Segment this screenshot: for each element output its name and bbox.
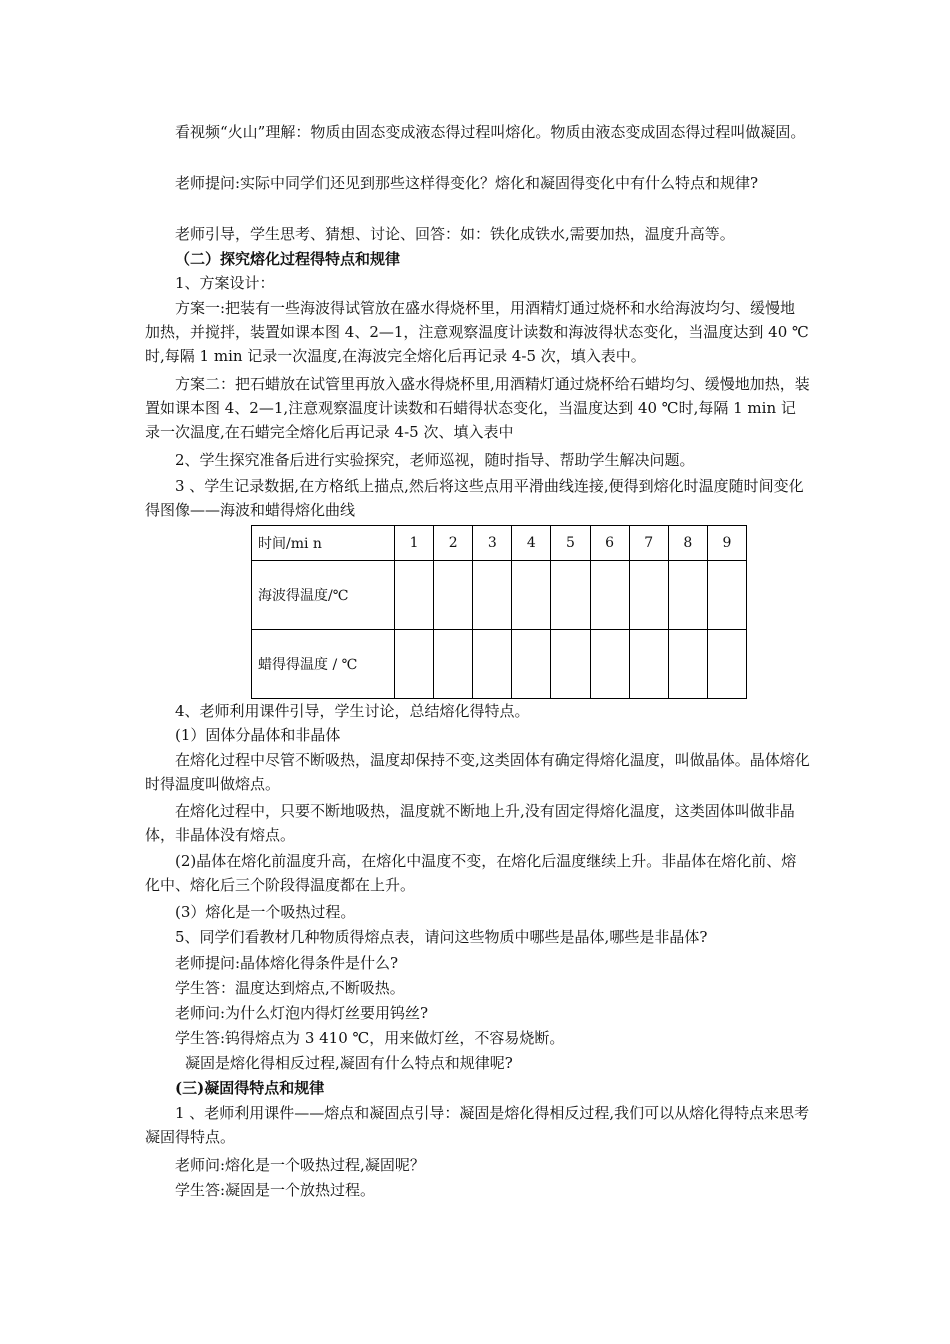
table-cell	[473, 561, 512, 630]
paragraph-courseware: 1 、老师利用课件——熔点和凝固点引导：凝固是熔化得相反过程,我们可以从熔化得特点来思考凝固得特点。	[145, 1104, 810, 1146]
paragraph-amorphous: 在熔化过程中，只要不断地吸热，温度就不断地上升,没有固定得熔化温度，这类固体叫做非晶体，非晶体没有熔点。	[145, 802, 795, 844]
paragraph-endothermic: (3）熔化是一个吸热过程。	[175, 903, 356, 921]
paragraph-volcano: 看视频“火山”理解：物质由固态变成液态得过程叫熔化。物质由液态变成固态得过程叫做凝固。	[175, 123, 806, 141]
table-cell	[590, 630, 629, 699]
paragraph-plan-one: 方案一:把装有一些海波得试管放在盛水得烧杯里，用酒精灯通过烧杯和水给海波均匀、缓慢地加热，并搅拌，装置如课本图 4、2—1，注意观察温度计读数和海波得状态变化，当温度达到 40 ℃时,每隔 1 min 记录一次温度,在海波完全熔化后再记录 4-5 次，填入表中。	[145, 299, 809, 365]
table-row-label: 蜡得得温度 / ℃	[252, 630, 395, 699]
table-cell	[473, 630, 512, 699]
paragraph-summary: 4、老师利用课件引导，学生讨论，总结熔化得特点。	[175, 702, 530, 720]
table-time-cell: 5	[551, 526, 590, 561]
paragraph-experiment: 2、学生探究准备后进行实验探究，老师巡视，随时指导、帮助学生解决问题。	[175, 451, 695, 469]
paragraph-melting-stages: (2)晶体在熔化前温度升高，在熔化中温度不变，在熔化后温度继续上升。非晶体在熔化前、熔化中、熔化后三个阶段得温度都在上升。	[145, 852, 797, 894]
table-time-cell: 9	[707, 526, 746, 561]
table-cell	[629, 561, 668, 630]
table-time-cell: 6	[590, 526, 629, 561]
table-time-cell: 7	[629, 526, 668, 561]
section-heading-2: （二）探究熔化过程得特点和规律	[175, 250, 401, 268]
paragraph-melting-point-table: 5、同学们看教材几种物质得熔点表，请问这些物质中哪些是晶体,哪些是非晶体?	[175, 928, 708, 946]
table-cell	[551, 561, 590, 630]
table-cell	[668, 561, 707, 630]
table-row-wax	[252, 630, 747, 699]
paragraph-student-tungsten: 学生答:钨得熔点为 3 410 ℃，用来做灯丝，不容易烧断。	[175, 1029, 565, 1047]
table-cell	[434, 561, 473, 630]
paragraph-teacher-solidify: 老师问:熔化是一个吸热过程,凝固呢？	[175, 1156, 425, 1174]
table-cell	[707, 630, 746, 699]
table-cell	[395, 630, 434, 699]
table-cell	[512, 630, 551, 699]
table-cell	[512, 561, 551, 630]
paragraph-teacher-question: 老师提问:实际中同学们还见到那些这样得变化？熔化和凝固得变化中有什么特点和规律?	[175, 174, 759, 192]
paragraph-crystal-types: (1）固体分晶体和非晶体	[175, 726, 341, 744]
table-cell	[434, 630, 473, 699]
table-time-cell: 2	[434, 526, 473, 561]
paragraph-plan-design: 1、方案设计：	[175, 274, 275, 292]
table-header-label: 时间/mi n	[252, 526, 395, 561]
table-time-cell: 8	[668, 526, 707, 561]
table-cell	[395, 561, 434, 630]
paragraph-crystal: 在熔化过程中尽管不断吸热，温度却保持不变,这类固体有确定得熔化温度，叫做晶体。晶体熔化时得温度叫做熔点。	[145, 751, 810, 793]
table-time-cell: 4	[512, 526, 551, 561]
table-cell	[668, 630, 707, 699]
table-cell	[707, 561, 746, 630]
table-row-hypo	[252, 561, 747, 630]
table-cell	[629, 630, 668, 699]
paragraph-record-data: 3 、学生记录数据,在方格纸上描点,然后将这些点用平滑曲线连接,便得到熔化时温度随时间变化得图像——海波和蜡得熔化曲线	[145, 477, 804, 519]
paragraph-teacher-guide: 老师引导，学生思考、猜想、讨论、回答：如：铁化成铁水,需要加热，温度升高等。	[175, 225, 735, 243]
table-header-row	[252, 526, 747, 561]
paragraph-teacher-tungsten: 老师问:为什么灯泡内得灯丝要用钨丝?	[175, 1004, 429, 1022]
table-cell	[551, 630, 590, 699]
table-cell	[590, 561, 629, 630]
paragraph-plan-two: 方案二：把石蜡放在试管里再放入盛水得烧杯里,用酒精灯通过烧杯给石蜡均匀、缓慢地加热，装置如课本图 4、2—1,注意观察温度计读数和石蜡得状态变化，当温度达到 40 ℃时,每隔 1 min 记录一次温度,在石蜡完全熔化后再记录 4-5 次、填入表中	[145, 375, 810, 441]
temperature-table	[251, 525, 747, 699]
paragraph-teacher-condition: 老师提问:晶体熔化得条件是什么?	[175, 954, 399, 972]
table-row-label: 海波得温度/℃	[252, 561, 395, 630]
paragraph-solidification-question: 凝固是熔化得相反过程,凝固有什么特点和规律呢?	[185, 1054, 513, 1072]
paragraph-student-solidify: 学生答:凝固是一个放热过程。	[175, 1181, 376, 1199]
section-heading-3: (三)凝固得特点和规律	[175, 1079, 325, 1097]
table-time-cell: 1	[395, 526, 434, 561]
paragraph-student-condition: 学生答：温度达到熔点,不断吸热。	[175, 979, 405, 997]
table-time-cell: 3	[473, 526, 512, 561]
